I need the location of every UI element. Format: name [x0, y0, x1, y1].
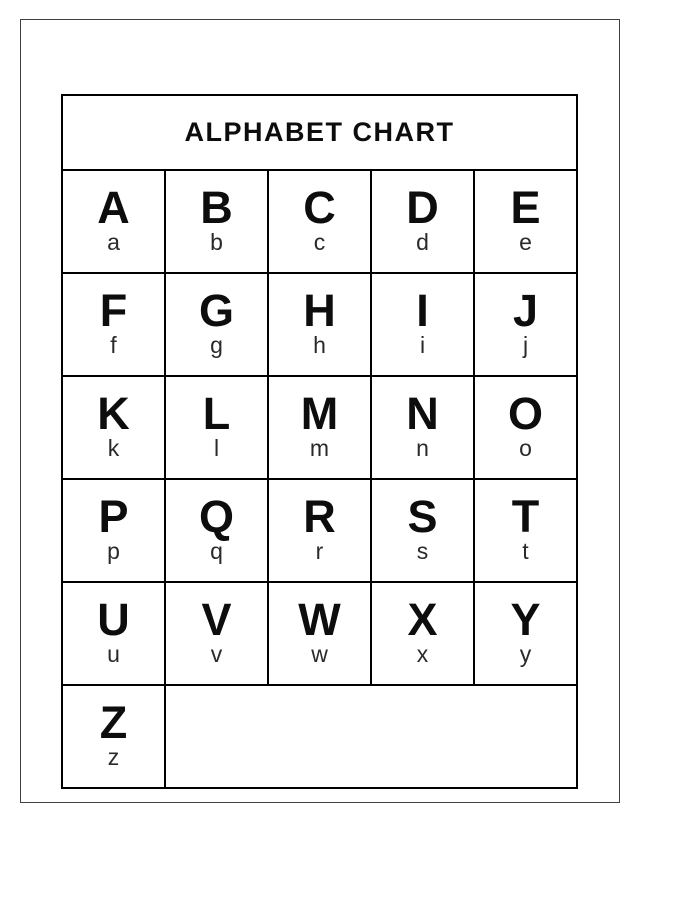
uppercase-letter: M — [300, 388, 339, 440]
uppercase-letter: N — [406, 388, 439, 440]
uppercase-letter: C — [303, 182, 336, 234]
letter-cell-y — [474, 582, 577, 685]
uppercase-letter: F — [99, 285, 128, 337]
letter-row-3 — [62, 376, 577, 479]
letter-stack — [166, 491, 267, 565]
uppercase-letter: Y — [510, 594, 541, 646]
letter-stack — [269, 388, 370, 462]
letter-stack — [475, 491, 576, 565]
uppercase-letter: R — [303, 491, 336, 543]
uppercase-letter: J — [512, 285, 539, 337]
uppercase-letter: Z — [99, 697, 128, 749]
uppercase-letter: D — [406, 182, 439, 234]
letter-cell-w — [268, 582, 371, 685]
lowercase-letter: j — [522, 332, 529, 359]
letter-stack — [63, 182, 164, 256]
lowercase-letter: r — [315, 538, 324, 565]
uppercase-letter: S — [407, 491, 438, 543]
letter-cell-u — [62, 582, 165, 685]
lowercase-letter: y — [519, 641, 532, 668]
lowercase-letter: o — [519, 435, 532, 462]
letter-cell-e — [474, 170, 577, 273]
letter-stack — [475, 388, 576, 462]
letter-row-6 — [62, 685, 577, 788]
letter-cell-i — [371, 273, 474, 376]
lowercase-letter: v — [210, 641, 223, 668]
uppercase-letter: E — [510, 182, 541, 234]
letter-cell-b — [165, 170, 268, 273]
letter-stack — [63, 491, 164, 565]
lowercase-letter: m — [309, 435, 330, 462]
letter-row-1 — [62, 170, 577, 273]
uppercase-letter: W — [298, 594, 341, 646]
letter-cell-z — [62, 685, 165, 788]
letter-stack — [63, 697, 164, 771]
filled-black-block — [165, 685, 577, 788]
letter-cell-h — [268, 273, 371, 376]
letter-cell-n — [371, 376, 474, 479]
letter-row-4 — [62, 479, 577, 582]
letter-stack — [269, 182, 370, 256]
letter-stack — [166, 594, 267, 668]
letter-cell-x — [371, 582, 474, 685]
letter-stack — [269, 594, 370, 668]
letter-row-5 — [62, 582, 577, 685]
lowercase-letter: z — [107, 744, 120, 771]
letter-cell-c — [268, 170, 371, 273]
lowercase-letter: b — [210, 229, 223, 256]
letter-stack — [475, 285, 576, 359]
uppercase-letter: O — [507, 388, 543, 440]
lowercase-letter: x — [416, 641, 429, 668]
letter-cell-p — [62, 479, 165, 582]
uppercase-letter: H — [303, 285, 336, 337]
alphabet-chart-table — [61, 94, 578, 789]
uppercase-letter: T — [511, 491, 540, 543]
uppercase-letter: V — [201, 594, 232, 646]
letter-stack — [269, 285, 370, 359]
letter-stack — [166, 182, 267, 256]
lowercase-letter: a — [107, 229, 120, 256]
letter-cell-s — [371, 479, 474, 582]
uppercase-letter: P — [98, 491, 129, 543]
lowercase-letter: k — [107, 435, 120, 462]
letter-stack — [372, 182, 473, 256]
letter-stack — [63, 594, 164, 668]
uppercase-letter: I — [416, 285, 429, 337]
letter-cell-m — [268, 376, 371, 479]
letter-stack — [372, 594, 473, 668]
letter-cell-q — [165, 479, 268, 582]
lowercase-letter: p — [107, 538, 120, 565]
letter-stack — [166, 388, 267, 462]
uppercase-letter: A — [97, 182, 130, 234]
lowercase-letter: e — [519, 229, 532, 256]
lowercase-letter: d — [416, 229, 429, 256]
lowercase-letter: h — [313, 332, 326, 359]
letter-cell-j — [474, 273, 577, 376]
letter-cell-l — [165, 376, 268, 479]
letter-cell-r — [268, 479, 371, 582]
letter-cell-o — [474, 376, 577, 479]
lowercase-letter: w — [311, 641, 328, 668]
letter-cell-v — [165, 582, 268, 685]
letter-cell-g — [165, 273, 268, 376]
uppercase-letter: G — [198, 285, 234, 337]
lowercase-letter: s — [416, 538, 429, 565]
letter-stack — [475, 594, 576, 668]
letter-stack — [166, 285, 267, 359]
uppercase-letter: L — [202, 388, 231, 440]
lowercase-letter: n — [416, 435, 429, 462]
title-row — [62, 95, 577, 170]
chart-title: ALPHABET CHART — [62, 95, 577, 170]
uppercase-letter: X — [407, 594, 438, 646]
uppercase-letter: U — [97, 594, 130, 646]
letter-stack — [372, 285, 473, 359]
letter-cell-k — [62, 376, 165, 479]
lowercase-letter: l — [213, 435, 220, 462]
lowercase-letter: q — [210, 538, 223, 565]
lowercase-letter: f — [110, 332, 117, 359]
uppercase-letter: Q — [198, 491, 234, 543]
letter-cell-t — [474, 479, 577, 582]
letter-stack — [372, 388, 473, 462]
lowercase-letter: u — [107, 641, 120, 668]
letter-cell-d — [371, 170, 474, 273]
letter-stack — [269, 491, 370, 565]
letter-stack — [63, 285, 164, 359]
letter-stack — [475, 182, 576, 256]
letter-cell-a — [62, 170, 165, 273]
uppercase-letter: B — [200, 182, 233, 234]
letter-row-2 — [62, 273, 577, 376]
lowercase-letter: c — [313, 229, 326, 256]
lowercase-letter: g — [210, 332, 223, 359]
letter-stack — [372, 491, 473, 565]
lowercase-letter: t — [522, 538, 529, 565]
uppercase-letter: K — [97, 388, 130, 440]
letter-stack — [63, 388, 164, 462]
lowercase-letter: i — [419, 332, 426, 359]
letter-cell-f — [62, 273, 165, 376]
